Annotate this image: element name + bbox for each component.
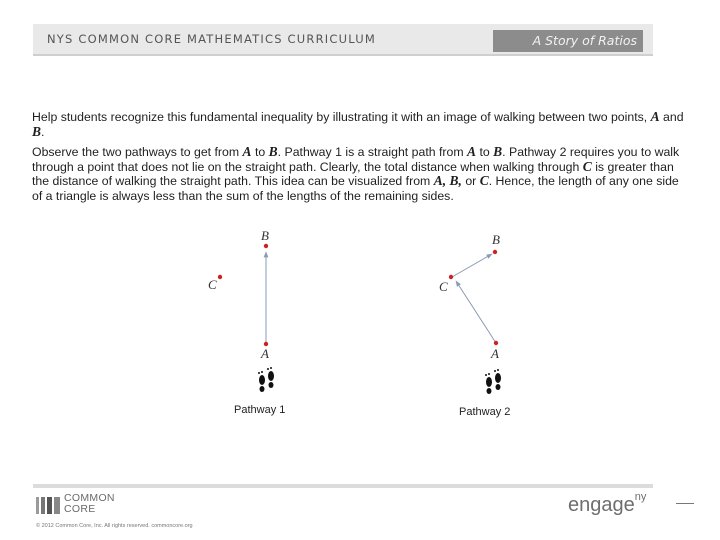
engageny-logo: engage$^{ny}$: [568, 491, 647, 516]
pathway1-label-c: C: [208, 277, 217, 292]
pathway1-label-b: B: [261, 228, 269, 243]
pathway1-caption: Pathway 1: [234, 404, 286, 416]
pathway1-label-a: A: [261, 346, 269, 361]
pathway1-point-c: [218, 275, 222, 279]
footer-divider: [33, 484, 653, 488]
pathway2-line-cb: [452, 254, 492, 277]
copyright-notice: © 2012 Common Core, Inc. All rights reserved. commoncore.org: [36, 523, 193, 529]
pathway2-point-c: [449, 275, 453, 279]
common-core-logo-text: COMMON CORE: [64, 492, 115, 515]
pathway2-point-b: [493, 250, 497, 254]
pathway2-label-c: C: [439, 279, 448, 294]
pathway2-point-a: [494, 341, 498, 345]
footer-accent-line: [676, 503, 694, 504]
pathway1-point-b: [264, 244, 268, 248]
pathway2-line-ac: [456, 281, 496, 343]
footprints-icon: [485, 369, 501, 394]
pathway2-label-b: B: [492, 232, 500, 247]
module-title: A Story of Ratios: [493, 30, 643, 52]
pathway2-label-a: A: [491, 346, 499, 361]
footprints-icon: [258, 367, 274, 392]
pathway2-caption: Pathway 2: [459, 406, 511, 418]
curriculum-title: NYS COMMON CORE MATHEMATICS CURRICULUM: [47, 32, 376, 46]
paragraph-pathways: Observe the two pathways to get from A to B. Pathway 1 is a straight path from A to B. Pathway 2 requires you to walk through a point that does not lie on the straight path. Clearly, the total distance when walking through C is greater than the distance of walking the straight path. This idea can be visualized from A, B, or C. Hence, the length of any one side of a triangle is always less than the sum of the lengths of the remaining sides.: [32, 144, 680, 203]
paragraph-intro: Help students recognize this fundamental inequality by illustrating it with an image of walking between two points, A and B.: [32, 109, 684, 139]
